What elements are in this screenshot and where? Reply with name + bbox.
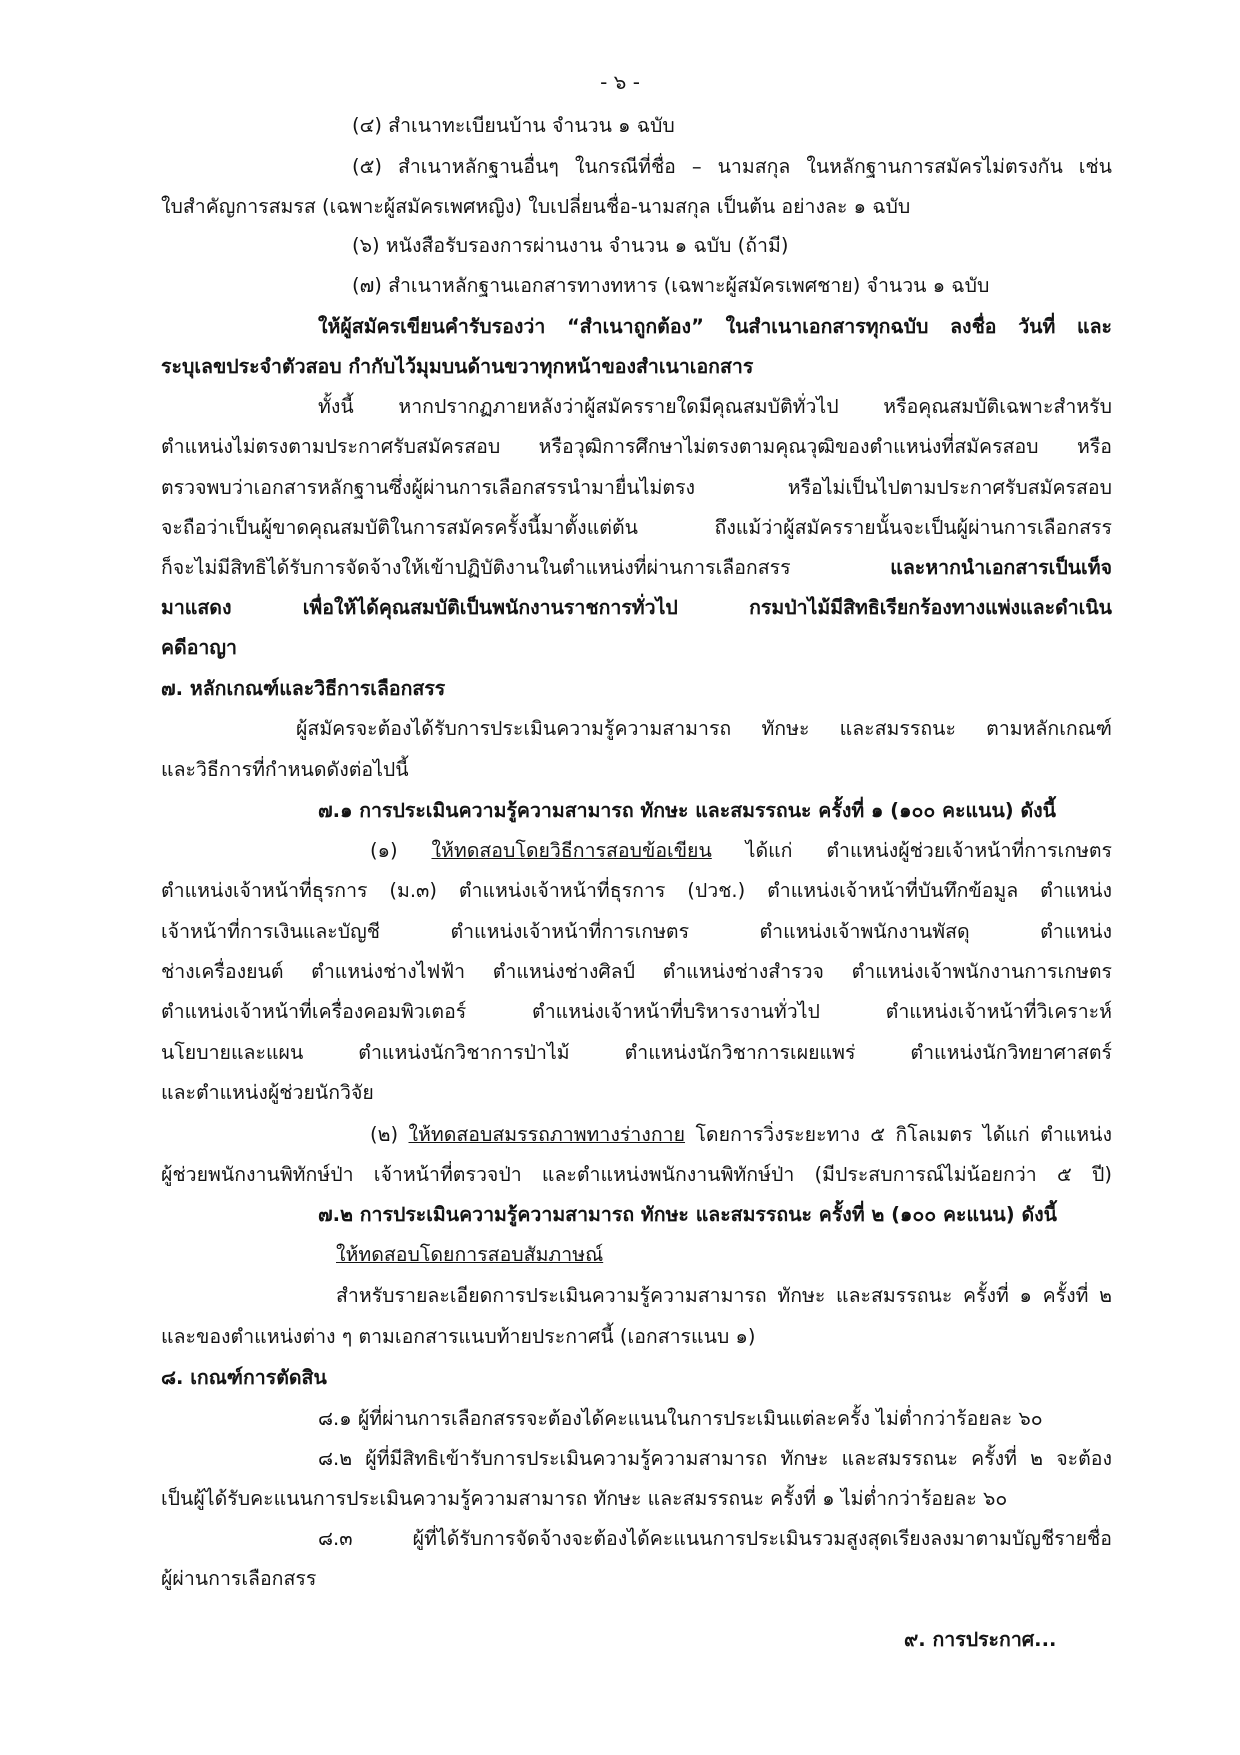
section8-2-line2: เป็นผู้ได้รับคะแนนการประเมินความรู้ความสามารถ ทักษะ และสมรรถนะ ครั้งที่ ๑ ไม่ต่ำกว่าร้อยละ ๖๐ (161, 1487, 1008, 1510)
section7-intro-line1: ผู้สมัครจะต้องได้รับการประเมินความรู้ความสามารถ ทักษะ และสมรรถนะ ตามหลักเกณฑ์ (296, 717, 1112, 740)
section8-3-line2: ผู้ผ่านการเลือกสรร (161, 1567, 317, 1590)
disclaimer-line5 (161, 558, 1112, 578)
section7-intro-line2: และวิธีการที่กำหนดดังต่อไปนี้ (161, 758, 409, 781)
disclaimer-line5-bold: และหากนำเอกสารเป็นเท็จ (890, 556, 1112, 579)
section7-1-heading: ๗.๑ การประเมินความรู้ความสามารถ ทักษะ และสมรรถนะ ครั้งที่ ๑ (๑๐๐ คะแนน) ดังนี้ (318, 799, 1057, 822)
certify-instruction-line2: ระบุเลขประจำตัวสอบ กำกับไว้มุมบนด้านขวาทุกหน้าของสำเนาเอกสาร (161, 355, 754, 378)
disclaimer-line6: มาแสดง เพื่อให้ได้คุณสมบัติเป็นพนักงานราชการทั่วไป กรมป่าไม้มีสิทธิเรียกร้องทางแพ่งและดำเนิน (161, 596, 1112, 619)
disclaimer-line3: ตรวจพบว่าเอกสารหลักฐานซึ่งผู้ผ่านการเลือกสรรนำมายื่นไม่ตรง หรือไม่เป็นไปตามประกาศรับสมัครสอบ (161, 476, 1112, 499)
section7-1-item2-line2: ผู้ช่วยพนักงานพิทักษ์ป่า เจ้าหน้าที่ตรวจป่า และตำแหน่งพนักงานพิทักษ์ป่า (มีประสบการณ์ไม่น้อยกว่า ๕ ปี) (161, 1163, 1112, 1186)
section7-1-item1-line5: ตำแหน่งเจ้าหน้าที่เครื่องคอมพิวเตอร์ ตำแหน่งเจ้าหน้าที่บริหารงานทั่วไป ตำแหน่งเจ้าหน้าที่วิเคราะห์ (161, 1000, 1112, 1023)
section7-detail-line1: สำหรับรายละเอียดการประเมินความรู้ความสามารถ ทักษะ และสมรรถนะ ครั้งที่ ๑ ครั้งที่ ๒ (336, 1284, 1112, 1307)
section7-detail-line2: และของตำแหน่งต่าง ๆ ตามเอกสารแนบท้ายประกาศนี้ (เอกสารแนบ ๑) (161, 1325, 756, 1348)
disclaimer-line7: คดีอาญา (161, 636, 237, 659)
section7-1-item1-method: ให้ทดสอบโดยวิธีการสอบข้อเขียน (431, 839, 712, 862)
doc-item-5-line1: (๕) สำเนาหลักฐานอื่นๆ ในกรณีที่ชื่อ – นามสกุล ในหลักฐานการสมัครไม่ตรงกัน เช่น (352, 155, 1112, 178)
disclaimer-line5-normal: ก็จะไม่มีสิทธิได้รับการจัดจ้างให้เข้าปฏิบัติงานในตำแหน่งที่ผ่านการเลือกสรร (161, 556, 891, 579)
section8-1: ๘.๑ ผู้ที่ผ่านการเลือกสรรจะต้องได้คะแนนในการประเมินแต่ละครั้ง ไม่ต่ำกว่าร้อยละ ๖๐ (318, 1407, 1043, 1430)
section8-2-line1: ๘.๒ ผู้ที่มีสิทธิเข้ารับการประเมินความรู้ความสามารถ ทักษะ และสมรรถนะ ครั้งที่ ๒ จะต้อง (318, 1447, 1112, 1470)
disclaimer-line4: จะถือว่าเป็นผู้ขาดคุณสมบัติในการสมัครครั้งนี้มาตั้งแต่ต้น ถึงแม้ว่าผู้สมัครรายนั้นจะเป็นผู้ผ่านการเลือกสรร (161, 516, 1112, 539)
doc-item-7: (๗) สำเนาหลักฐานเอกสารทางทหาร (เฉพาะผู้สมัครเพศชาย) จำนวน ๑ ฉบับ (352, 274, 990, 297)
section7-1-item2-rest: โดยการวิ่งระยะทาง ๕ กิโลเมตร ได้แก่ ตำแหน่ง (685, 1123, 1112, 1146)
section7-1-item1-line6: นโยบายและแผน ตำแหน่งนักวิชาการป่าไม้ ตำแหน่งนักวิชาการเผยแพร่ ตำแหน่งนักวิทยาศาสตร์ (161, 1041, 1112, 1064)
doc-item-5-line2: ใบสำคัญการสมรส (เฉพาะผู้สมัครเพศหญิง) ใบเปลี่ยนชื่อ-นามสกุล เป็นต้น อย่างละ ๑ ฉบับ (161, 195, 911, 218)
section7-1-item1-number: (๑) (370, 839, 432, 862)
doc-item-6: (๖) หนังสือรับรองการผ่านงาน จำนวน ๑ ฉบับ (ถ้ามี) (352, 234, 789, 257)
section7-1-item2-number: (๒) (370, 1123, 409, 1146)
section7-1-item1-line4: ช่างเครื่องยนต์ ตำแหน่งช่างไฟฟ้า ตำแหน่งช่างศิลป์ ตำแหน่งช่างสำรวจ ตำแหน่งเจ้าพนักงานการเกษตร (161, 960, 1112, 983)
doc-item-4: (๔) สำเนาทะเบียนบ้าน จำนวน ๑ ฉบับ (352, 114, 675, 137)
section7-1-item1-line2: ตำแหน่งเจ้าหน้าที่ธุรการ (ม.๓) ตำแหน่งเจ้าหน้าที่ธุรการ (ปวช.) ตำแหน่งเจ้าหน้าที่บันทึกข้อมูล ตำแหน่ง (161, 879, 1112, 902)
disclaimer-line1: ทั้งนี้ หากปรากฏภายหลังว่าผู้สมัครรายใดมีคุณสมบัติทั่วไป หรือคุณสมบัติเฉพาะสำหรับ (318, 395, 1112, 418)
section7-1-item1-rest: ได้แก่ ตำแหน่งผู้ช่วยเจ้าหน้าที่การเกษตร (711, 839, 1113, 862)
section7-heading: ๗. หลักเกณฑ์และวิธีการเลือกสรร (161, 677, 446, 700)
section7-1-item2-line1 (370, 1125, 1112, 1145)
page-number: - ๖ - (600, 70, 640, 94)
section7-2-heading: ๗.๒ การประเมินความรู้ความสามารถ ทักษะ และสมรรถนะ ครั้งที่ ๒ (๑๐๐ คะแนน) ดังนี้ (318, 1203, 1057, 1226)
certify-instruction-line1: ให้ผู้สมัครเขียนคำรับรองว่า “สำเนาถูกต้อง” ในสำเนาเอกสารทุกฉบับ ลงชื่อ วันที่ และ (318, 315, 1112, 338)
disclaimer-line2: ตำแหน่งไม่ตรงตามประกาศรับสมัครสอบ หรือวุฒิการศึกษาไม่ตรงตามคุณวุฒิของตำแหน่งที่สมัครสอบ หรือ (161, 435, 1112, 458)
section8-heading: ๘. เกณฑ์การตัดสิน (161, 1366, 327, 1389)
section8-3-line1: ๘.๓ ผู้ที่ได้รับการจัดจ้างจะต้องได้คะแนนการประเมินรวมสูงสุดเรียงลงมาตามบัญชีรายชื่อ (318, 1527, 1112, 1550)
next-section-continuation: ๙. การประกาศ... (904, 1628, 1057, 1651)
section7-1-item2-method: ให้ทดสอบสมรรถภาพทางร่างกาย (408, 1123, 686, 1146)
section7-1-item1-line7: และตำแหน่งผู้ช่วยนักวิจัย (161, 1081, 374, 1104)
section7-1-item1-line3: เจ้าหน้าที่การเงินและบัญชี ตำแหน่งเจ้าหน้าที่การเกษตร ตำแหน่งเจ้าพนักงานพัสดุ ตำแหน่ง (161, 920, 1112, 943)
section7-1-item1-line1 (370, 841, 1112, 861)
section7-2-method: ให้ทดสอบโดยการสอบสัมภาษณ์ (336, 1243, 604, 1266)
